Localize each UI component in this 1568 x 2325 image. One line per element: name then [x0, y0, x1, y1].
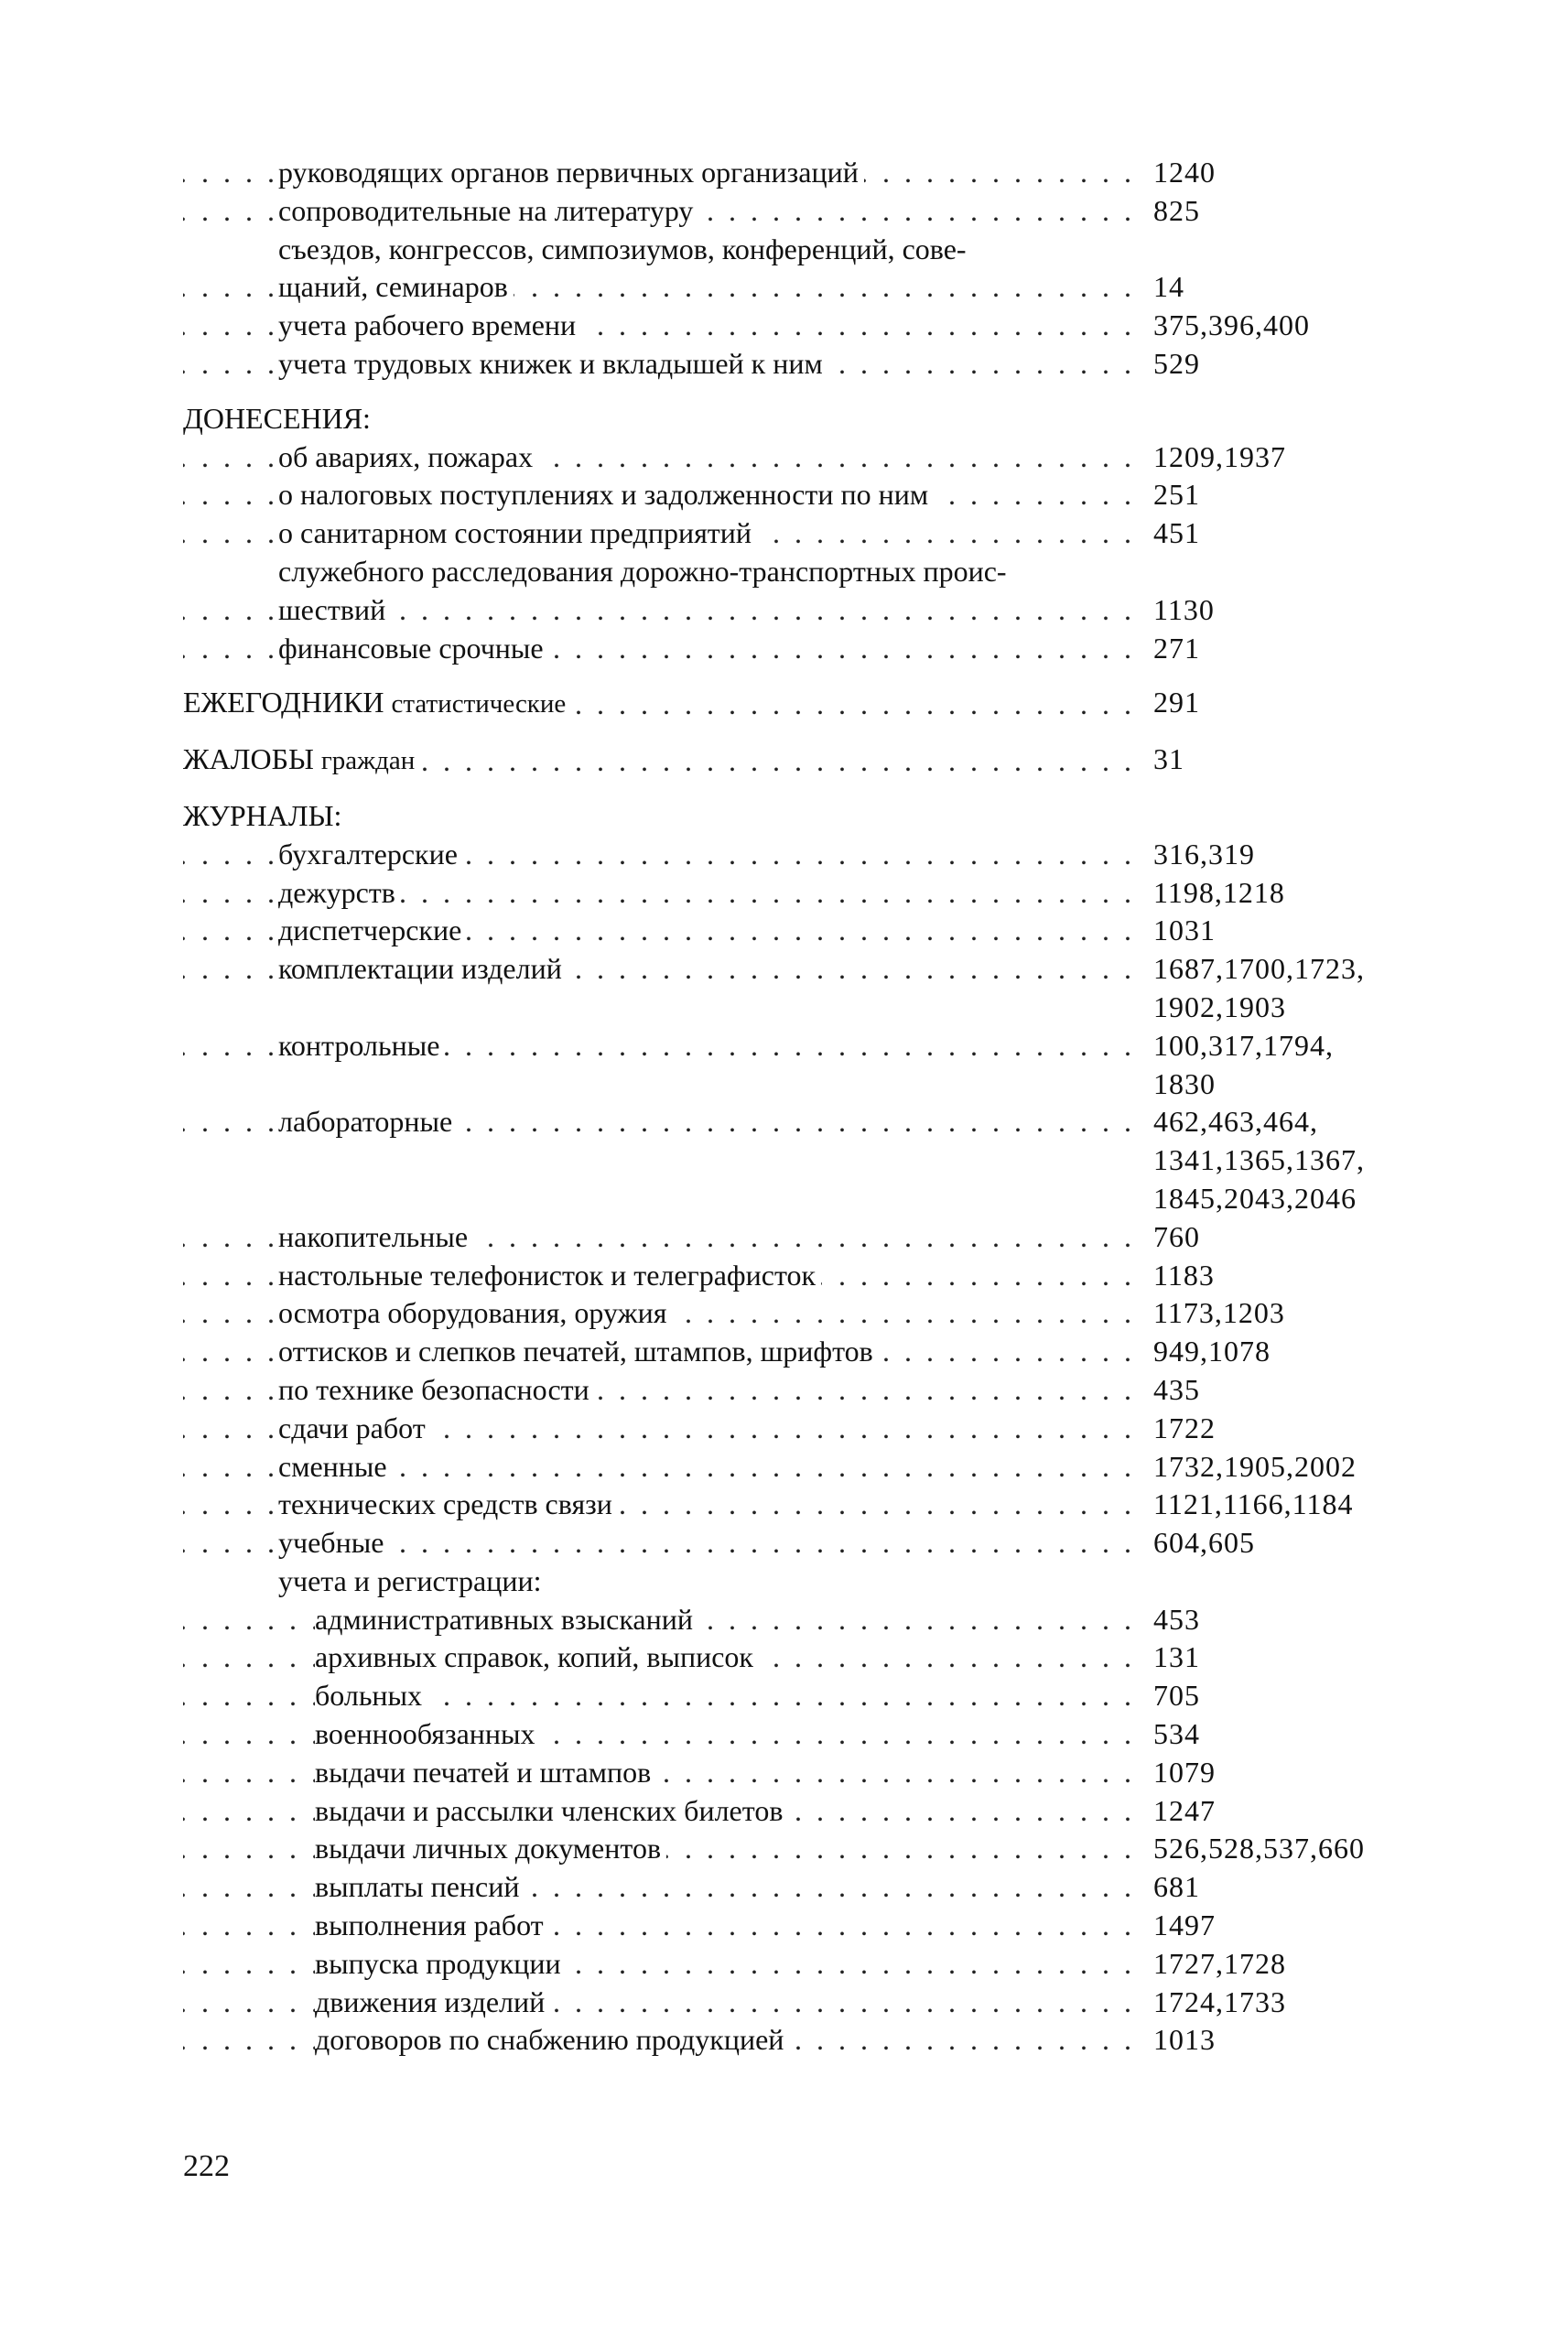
entry-pages: 1031: [1153, 914, 1216, 947]
entry-pages: 1247: [1153, 1793, 1216, 1827]
index-entry: [183, 438, 1410, 477]
entry-term: выплаты пенсий: [315, 1870, 524, 1903]
entry-term: шествий: [278, 593, 391, 626]
index-entry: [183, 1257, 1410, 1295]
entry-term: по технике безопасности: [278, 1373, 595, 1406]
entry-pages: 681: [1153, 1870, 1200, 1904]
entry-term: сменные: [278, 1450, 393, 1483]
index-entry: [183, 553, 1410, 591]
entry-term: лабораторные: [278, 1105, 458, 1138]
entry-pages: 100,317,1794,: [1153, 1028, 1334, 1062]
heading-term: ЖАЛОБЫ: [183, 742, 314, 776]
entry-pages: 1687,1700,1723,: [1153, 952, 1365, 986]
index-entry: [183, 307, 1410, 345]
entry-term: выдачи личных документов: [315, 1832, 666, 1865]
entry-term: щаний, семинаров: [278, 270, 514, 303]
index-entry: [183, 1448, 1410, 1487]
index-entry: [183, 345, 1410, 384]
index-entry: [183, 912, 1410, 950]
entry-pages: 131: [1153, 1640, 1200, 1674]
entry-term: военнообязанных: [315, 1717, 541, 1750]
index-subentry: [183, 1830, 1410, 1868]
index-entry-continuation: [183, 989, 1410, 1027]
entry-term: служебного расследования дорожно-транспортных проис-: [278, 554, 1007, 588]
entry-term: выдачи и рассылки членских билетов: [315, 1794, 788, 1827]
heading-qualifier: граждан: [320, 746, 416, 776]
index-entry: [183, 630, 1410, 668]
entry-term: руководящих органов первичных организаций: [278, 156, 864, 189]
index-entry: [183, 476, 1410, 514]
entry-pages: 31: [1153, 742, 1184, 776]
entry-term: выпуска продукции: [315, 1947, 567, 1980]
heading-term: ДОНЕСЕНИЯ:: [183, 401, 371, 435]
index-entry: [183, 1563, 1410, 1601]
index-entry: [183, 231, 1410, 269]
heading-term: ЕЖЕГОДНИКИ: [183, 686, 384, 719]
entry-term: осмотра оборудования, оружия: [278, 1296, 673, 1329]
entry-pages: 291: [1153, 686, 1200, 719]
index-entry: [183, 1333, 1410, 1371]
entry-pages: 316,319: [1153, 837, 1255, 871]
entry-pages: 462,463,464,: [1153, 1105, 1318, 1139]
subject-index: [183, 154, 1410, 2060]
entry-pages: 1013: [1153, 2023, 1216, 2057]
entry-term: о налоговых поступлениях и задолженности по ним: [278, 478, 934, 511]
index-entry: [183, 1524, 1410, 1563]
entry-pages: 271: [1153, 631, 1200, 665]
entry-pages: 435: [1153, 1372, 1200, 1406]
entry-term: съездов, конгрессов, симпозиумов, конференций, сове-: [278, 232, 967, 265]
index-entry: [183, 950, 1410, 989]
entry-pages: 1209,1937: [1153, 439, 1286, 473]
entry-term: накопительные: [278, 1220, 473, 1253]
entry-pages: 1722: [1153, 1411, 1216, 1444]
heading-qualifier: статистические: [391, 689, 567, 719]
entry-term: настольные телефонисток и телеграфисток: [278, 1259, 821, 1292]
index-entry: [183, 1294, 1410, 1333]
entry-pages: [1135, 553, 1428, 591]
entry-pages: 1724,1733: [1153, 1984, 1286, 2018]
index-entry: [183, 268, 1410, 307]
entry-pages: 529: [1153, 346, 1200, 380]
entry-term: выдачи печатей и штампов: [315, 1756, 656, 1789]
entry-term: движения изделий: [315, 1985, 550, 2018]
entry-term: диспетчерские: [278, 914, 467, 946]
index-entry: [183, 192, 1410, 231]
entry-pages: 1173,1203: [1153, 1296, 1285, 1330]
entry-term: сопроводительные на литературу: [278, 194, 698, 227]
index-entry: [183, 1027, 1410, 1065]
index-heading: [183, 400, 1410, 438]
entry-pages: 949,1078: [1153, 1335, 1271, 1368]
entry-pages: 604,605: [1153, 1526, 1255, 1560]
index-entry-continuation: [183, 1180, 1410, 1218]
entry-term: договоров по снабжению продукцией: [315, 2023, 789, 2056]
index-subentry: [183, 1907, 1410, 1945]
index-entry: [183, 1218, 1410, 1257]
entry-pages: [1135, 231, 1428, 269]
index-entry: [183, 1486, 1410, 1524]
index-subentry: [183, 1754, 1410, 1792]
entry-pages-cont: 1830: [1153, 1066, 1216, 1100]
index-entry-continuation: [183, 1065, 1410, 1104]
entry-pages-cont: 1902,1903: [1153, 989, 1286, 1023]
entry-pages: 251: [1153, 478, 1200, 512]
index-entry: [183, 154, 1410, 192]
index-subentry: [183, 1715, 1410, 1754]
entry-term: об авариях, пожарах: [278, 440, 538, 473]
entry-term: административных взысканий: [315, 1603, 698, 1636]
entry-pages: 534: [1153, 1717, 1200, 1751]
entry-term: сдачи работ: [278, 1411, 431, 1444]
entry-term: выполнения работ: [315, 1909, 549, 1941]
entry-pages: [1135, 1563, 1428, 1601]
entry-pages: 1183: [1153, 1258, 1215, 1292]
entry-pages: 705: [1153, 1679, 1200, 1713]
entry-term: о санитарном состоянии предприятий: [278, 516, 757, 549]
index-entry: [183, 1410, 1410, 1448]
entry-term: учебные: [278, 1526, 389, 1559]
index-heading: [183, 797, 1410, 836]
index-entry: [183, 874, 1410, 913]
entry-pages: 453: [1153, 1602, 1200, 1636]
index-entry: [183, 591, 1410, 630]
entry-pages: 760: [1153, 1219, 1200, 1253]
index-heading: [183, 684, 1410, 724]
entry-term: учета рабочего времени: [278, 308, 581, 341]
entry-pages-cont: 1341,1365,1367,: [1153, 1143, 1365, 1177]
entry-pages: 825: [1153, 193, 1200, 227]
index-subentry: [183, 1677, 1410, 1715]
entry-term: дежурств: [278, 876, 401, 909]
heading-term: ЖУРНАЛЫ:: [183, 798, 342, 832]
entry-term: технических средств связи: [278, 1487, 618, 1520]
index-entry: [183, 1103, 1410, 1141]
entry-pages: 526,528,537,660: [1153, 1832, 1365, 1865]
index-subentry: [183, 1945, 1410, 1984]
index-subentry: [183, 1601, 1410, 1639]
index-subentry: [183, 1792, 1410, 1831]
index-entry: [183, 1371, 1410, 1410]
entry-term: бухгалтерские: [278, 838, 463, 871]
index-heading: [183, 741, 1410, 781]
entry-pages: [1135, 797, 1428, 836]
entry-pages: 1079: [1153, 1755, 1216, 1789]
entry-pages: 1121,1166,1184: [1153, 1487, 1354, 1521]
entry-term: контрольные: [278, 1029, 445, 1062]
index-subentry: [183, 1984, 1410, 2022]
entry-pages-cont: 1845,2043,2046: [1153, 1181, 1357, 1215]
entry-pages: 1240: [1153, 156, 1216, 189]
entry-term: учета и регистрации:: [278, 1563, 542, 1597]
entry-pages: 14: [1153, 270, 1184, 304]
index-entry: [183, 514, 1410, 553]
entry-pages: 375,396,400: [1153, 308, 1310, 342]
entry-pages: 1198,1218: [1153, 875, 1285, 909]
entry-pages: 1130: [1153, 592, 1215, 626]
entry-term: оттисков и слепков печатей, штампов, шрифтов: [278, 1335, 879, 1368]
entry-pages: 1497: [1153, 1909, 1216, 1942]
entry-term: архивных справок, копий, выписок: [315, 1640, 759, 1673]
entry-pages: 1727,1728: [1153, 1946, 1286, 1980]
page-number: 222: [183, 2149, 230, 2183]
index-subentry: [183, 1868, 1410, 1907]
entry-term: учета трудовых книжек и вкладышей к ним: [278, 347, 828, 380]
entry-term: больных: [315, 1679, 427, 1712]
index-subentry: [183, 1638, 1410, 1677]
index-entry: [183, 836, 1410, 874]
index-subentry: [183, 2021, 1410, 2060]
entry-pages: 451: [1153, 516, 1200, 550]
entry-pages: 1732,1905,2002: [1153, 1449, 1357, 1483]
entry-pages: [1135, 400, 1428, 438]
entry-term: комплектации изделий: [278, 952, 568, 985]
entry-term: финансовые срочные: [278, 632, 549, 665]
index-entry-continuation: [183, 1141, 1410, 1180]
